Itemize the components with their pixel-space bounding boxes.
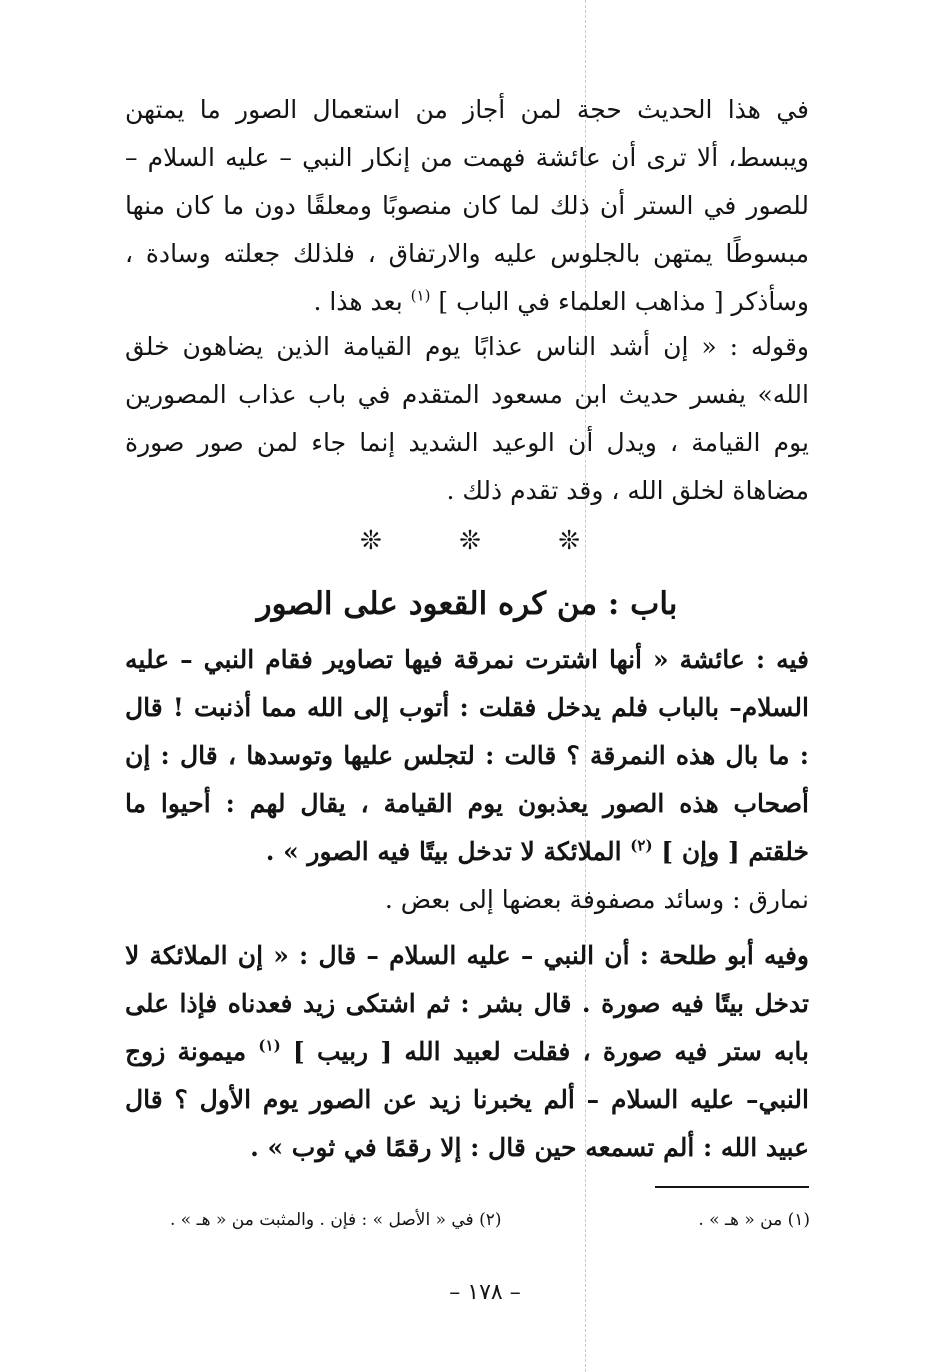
star-ornament-icon: ❊ [459,526,481,556]
paragraph-definition: نمارق : وسائد مصفوفة بعضها إلى بعض . [384,885,809,914]
star-ornament-icon: ❊ [360,526,382,556]
hadith-text: فيه : عائشة « أنها اشترت نمرقة فيها تصاوير فقام النبي – عليه السلام– بالباب فلم يدخل فقلت : أتوب إلى الله مما أذنبت ! قال : ما بال هذه النمرقة ؟ قالت : لتجلس عليها وتوسدها ، قال : إن أصحاب هذه الصور يعذبون يوم القيامة ، يقال لهم : أحيوا ما خلقتم [ وإن ] [125,645,809,866]
footnote-marker-1b: (١) [258,1036,281,1055]
footnote-marker-1: (١) [410,286,431,305]
footnote-marker-2: (٢) [630,836,653,855]
paragraph-abu-talha-hadith [125,932,809,1172]
hadith-text-end: الملائكة لا تدخل بيتًا فيه الصور » . [265,837,622,866]
page-number: – ١٧٨ – [449,1280,521,1305]
hadith-text-end: ميمونة زوج النبي– عليه السلام – ألم يخبرنا زيد عن الصور يوم الأول ؟ قال عبيد الله : ألم تسمعه حين قال : إلا رقمًا في ثوب » . [125,1037,809,1162]
hadith-text: وفيه أبو طلحة : أن النبي – عليه السلام – قال : « إن الملائكة لا تدخل بيتًا فيه صورة . قال بشر : ثم اشتكى زيد فعدناه فإذا على بابه ستر فيه صورة ، فقلت لعبيد الله [ ربيب ] [125,941,809,1066]
paragraph-hadith-explanation: وقوله : « إن أشد الناس عذابًا يوم القيامة الذين يضاهون خلق الله» يفسر حديث ابن مسعود المتقدم في باب عذاب المصورين يوم القيامة ، ويدل أن الوعيد الشديد إنما جاء لمن صور صورة مضاهاة لخلق الله ، وقد تقدم ذلك . [125,332,809,505]
commentary-text-end: بعد هذا . [313,287,403,316]
chapter-heading: باب : من كره القعود على الصور [256,586,678,622]
star-ornament-icon: ❊ [558,526,580,556]
footnote-separator [655,1186,809,1188]
section-divider-stars [360,526,580,556]
paragraph-aisha-hadith [125,636,809,876]
footnote-1: (١) من « هـ » . [698,1210,810,1230]
footnote-2: (٢) في « الأصل » : فإن . والمثبت من « هـ » . [170,1210,502,1230]
footnotes [170,1205,810,1235]
paragraph-commentary [125,86,809,326]
commentary-text: في هذا الحديث حجة لمن أجاز من استعمال الصور ما يمتهن ويبسط، ألا ترى أن عائشة فهمت من إنكار النبي – عليه السلام – للصور في الستر أن ذلك لما كان منصوبًا ومعلقًا دون ما كان منها مبسوطًا يمتهن بالجلوس عليه والارتفاق ، فلذلك جعلته وسادة ، وسأذكر [ مذاهب العلماء في الباب ] [125,95,810,316]
